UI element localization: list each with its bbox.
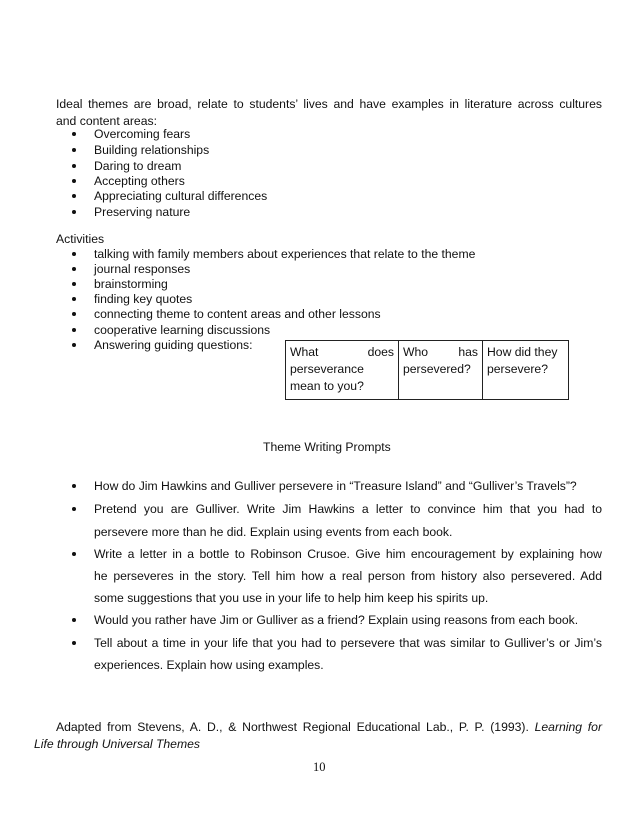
list-item: Appreciating cultural differences <box>94 189 268 203</box>
cell-line: How did they <box>487 345 558 359</box>
prompt-item: How do Jim Hawkins and Gulliver persevere in “Treasure Island” and “Gulliver’s Travels”? <box>94 479 577 493</box>
prompt-continuation: experiences. Explain how using examples. <box>94 658 324 672</box>
activities-heading: Activities <box>56 232 105 246</box>
list-item: Daring to dream <box>94 159 182 173</box>
table-row <box>286 341 569 400</box>
cell-line: persevere? <box>487 362 548 376</box>
guiding-questions-table <box>285 340 569 400</box>
table-cell-perseverance-meaning <box>286 341 399 400</box>
cell-line: perseverance <box>290 362 364 376</box>
cell-line: mean to you? <box>290 379 364 393</box>
prompt-item: Tell about a time in your life that you had to persevere that was similar to Gulliver’s or Jim’s <box>94 636 602 650</box>
prompt-continuation: he perseveres in the story. Tell him how a real person from history also persevered. Add <box>94 569 602 583</box>
prompt-continuation: some suggestions that you use in your life to help him keep his spirits up. <box>94 591 489 605</box>
list-item: finding key quotes <box>94 292 193 306</box>
citation-text: Adapted from Stevens, A. D., & Northwest Regional Educational Lab., P. P. (1993). <box>56 720 529 734</box>
cell-line: Who has <box>403 345 478 359</box>
citation-title-part-2: Life through Universal Themes <box>34 737 200 751</box>
citation-line-1 <box>56 720 602 734</box>
list-item: journal responses <box>94 262 191 276</box>
prompt-item: Pretend you are Gulliver. Write Jim Hawkins a letter to convince him that you had to <box>94 502 602 516</box>
list-item: Building relationships <box>94 143 210 157</box>
prompts-heading: Theme Writing Prompts <box>263 440 391 454</box>
list-item: cooperative learning discussions <box>94 323 271 337</box>
table-cell-how-persevered <box>483 341 569 400</box>
prompt-continuation: persevere more than he did. Explain using events from each book. <box>94 525 453 539</box>
prompt-item: Would you rather have Jim or Gulliver as a friend? Explain using reasons from each book. <box>94 613 579 627</box>
cell-line: persevered? <box>403 362 471 376</box>
page-number: 10 <box>313 760 326 774</box>
prompt-item: Write a letter in a bottle to Robinson Crusoe. Give him encouragement by explaining how <box>94 547 602 561</box>
list-item: talking with family members about experiences that relate to the theme <box>94 247 476 261</box>
citation-title-part-1: Learning for <box>534 720 603 734</box>
list-item: Overcoming fears <box>94 127 191 141</box>
list-item: Answering guiding questions: <box>94 338 253 352</box>
intro-line-1: Ideal themes are broad, relate to students’ lives and have examples in literature across cultures <box>56 97 602 111</box>
cell-line: What does <box>290 345 394 359</box>
list-item: Accepting others <box>94 174 185 188</box>
citation-line-2 <box>34 737 200 751</box>
list-item: Preserving nature <box>94 205 191 219</box>
table-cell-who-persevered <box>399 341 483 400</box>
list-item: connecting theme to content areas and other lessons <box>94 307 381 321</box>
list-item: brainstorming <box>94 277 168 291</box>
intro-line-2: and content areas: <box>56 114 157 128</box>
